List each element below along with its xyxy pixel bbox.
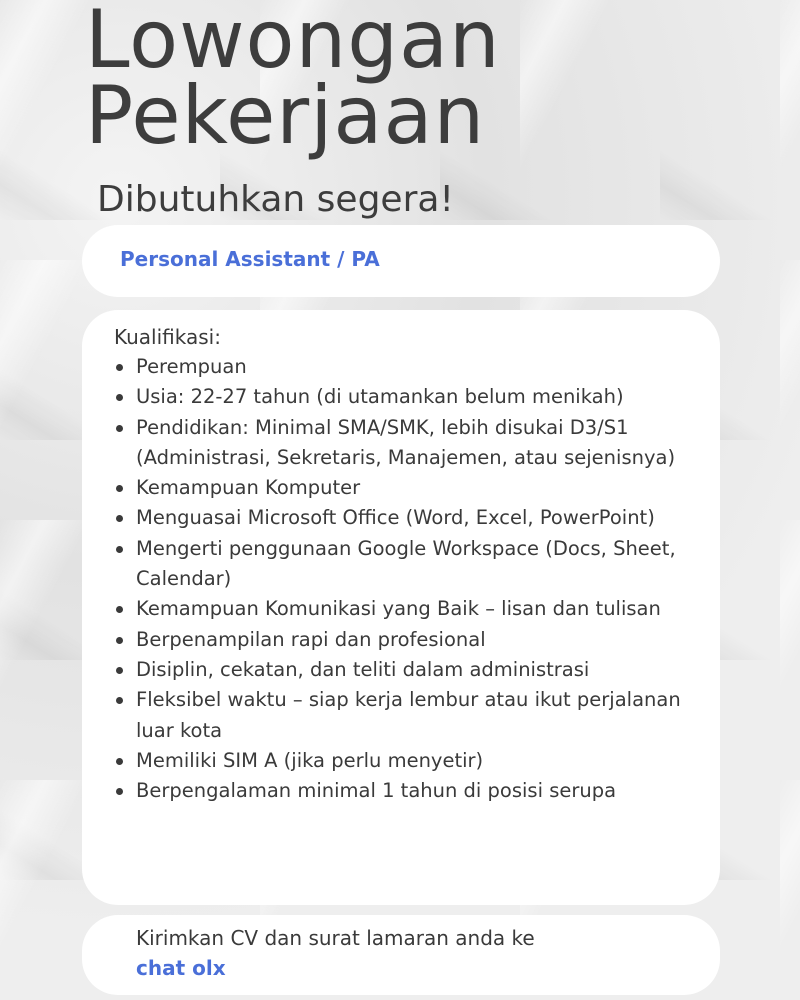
list-item: Usia: 22-27 tahun (di utamankan belum menikah) <box>114 382 700 412</box>
list-item: Berpenampilan rapi dan profesional <box>114 625 700 655</box>
list-item: Perempuan <box>114 352 700 382</box>
list-item: Kemampuan Komputer <box>114 473 700 503</box>
contact-instruction: Kirimkan CV dan surat lamaran anda ke <box>136 926 535 950</box>
subtitle: Dibutuhkan segera! <box>97 179 454 220</box>
list-item: Memiliki SIM A (jika perlu menyetir) <box>114 746 700 776</box>
list-item: Kemampuan Komunikasi yang Baik – lisan dan tulisan <box>114 594 700 624</box>
list-item: Menguasai Microsoft Office (Word, Excel, PowerPoint) <box>114 503 700 533</box>
chat-link[interactable]: chat olx <box>136 956 226 980</box>
list-item: Fleksibel waktu – siap kerja lembur atau ikut perjalanan luar kota <box>114 685 700 746</box>
position-title: Personal Assistant / PA <box>120 247 380 271</box>
list-item: Disiplin, cekatan, dan teliti dalam administrasi <box>114 655 700 685</box>
title-line-2: Pekerjaan <box>85 69 486 162</box>
list-item: Mengerti penggunaan Google Workspace (Docs, Sheet, Calendar) <box>114 534 700 595</box>
qualifications-card <box>82 310 720 905</box>
title-line-1: Lowongan <box>85 0 501 86</box>
list-item: Pendidikan: Minimal SMA/SMK, lebih disukai D3/S1 (Administrasi, Sekretaris, Manajemen, atau sejenisnya) <box>114 413 700 474</box>
page-title <box>85 0 501 162</box>
position-card <box>82 225 720 297</box>
list-item: Berpengalaman minimal 1 tahun di posisi serupa <box>114 776 700 806</box>
qualifications-list <box>114 352 700 806</box>
contact-card <box>82 915 720 995</box>
qualifications-heading: Kualifikasi: <box>114 325 221 349</box>
